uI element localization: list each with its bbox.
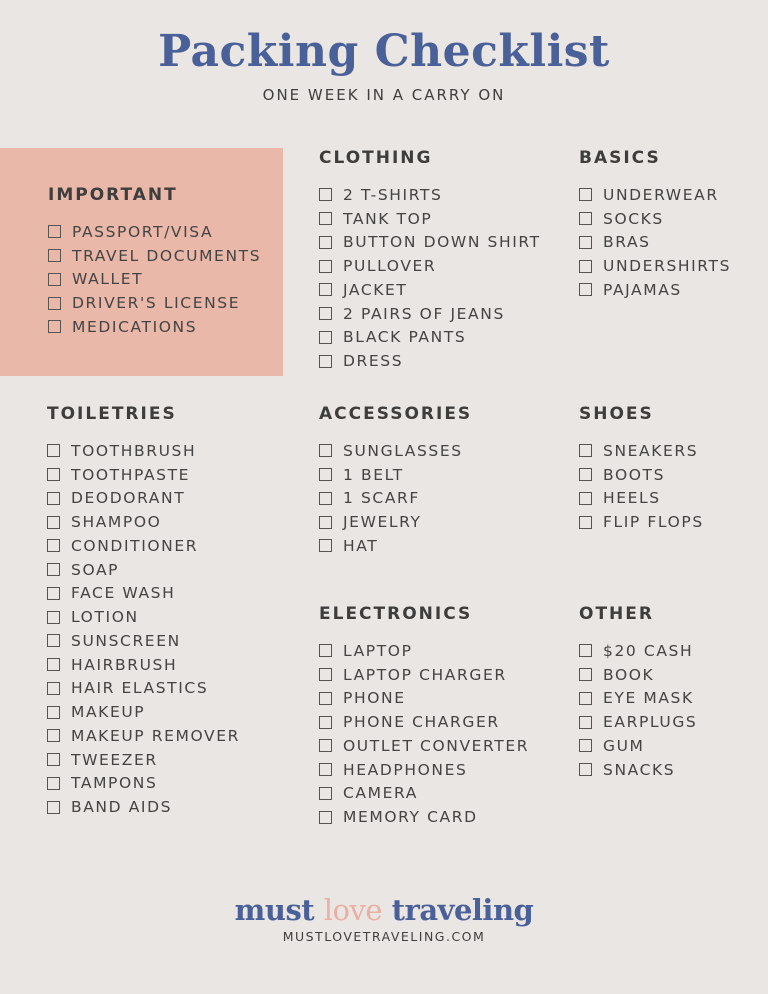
checkbox-icon[interactable] (48, 249, 61, 262)
checklist-item[interactable] (48, 244, 261, 268)
section-title: TOILETRIES (47, 404, 177, 424)
checklist (579, 439, 704, 534)
checklist-item[interactable] (319, 278, 541, 302)
checklist-item-label: BAND AIDS (71, 798, 173, 817)
checklist-item-label: SNACKS (603, 760, 676, 779)
checklist-item-label: HAIR ELASTICS (71, 679, 209, 698)
checklist-item-label: MAKEUP REMOVER (71, 726, 240, 745)
checkbox-icon[interactable] (319, 283, 332, 296)
brand-logo (0, 893, 768, 927)
checkbox-icon[interactable] (319, 539, 332, 552)
checkbox-icon[interactable] (319, 331, 332, 344)
checklist-item-label: SHAMPOO (71, 513, 162, 532)
section-title: OTHER (579, 604, 654, 624)
checklist-item[interactable] (48, 268, 261, 292)
checkbox-icon[interactable] (319, 212, 332, 225)
checklist-item-label: MEMORY CARD (343, 808, 478, 827)
checkbox-icon[interactable] (579, 212, 592, 225)
checkbox-icon[interactable] (47, 801, 60, 814)
checkbox-icon[interactable] (47, 658, 60, 671)
page-subtitle: ONE WEEK IN A CARRY ON (262, 86, 506, 104)
checklist-item-label: TOOTHBRUSH (71, 441, 197, 460)
checkbox-icon[interactable] (579, 644, 592, 657)
checklist-item[interactable] (319, 207, 541, 231)
checklist-item[interactable] (579, 663, 697, 687)
checklist-item-label: BOOTS (603, 465, 666, 484)
checklist-item[interactable] (47, 653, 240, 677)
checklist-item[interactable] (47, 700, 240, 724)
checkbox-icon[interactable] (579, 236, 592, 249)
brand-word-traveling: traveling (382, 893, 534, 927)
checklist (48, 220, 261, 339)
checklist-item-label: SOCKS (603, 209, 664, 228)
checklist-item-label: PASSPORT/VISA (72, 222, 214, 241)
checklist-item[interactable] (319, 463, 472, 487)
checklist-item[interactable] (319, 349, 541, 373)
checklist-item[interactable] (319, 687, 529, 711)
checklist-item[interactable] (47, 510, 240, 534)
checklist-item-label: CAMERA (343, 784, 418, 803)
checkbox-icon[interactable] (48, 225, 61, 238)
checkbox-icon[interactable] (579, 492, 592, 505)
checklist-item-label: TOOTHPASTE (71, 465, 191, 484)
checklist-item-label: 2 T-SHIRTS (343, 185, 443, 204)
section-important (48, 185, 261, 339)
checklist-item[interactable] (47, 487, 240, 511)
checkbox-icon[interactable] (319, 668, 332, 681)
checklist-item-label: 1 BELT (343, 465, 404, 484)
checklist-item[interactable] (319, 639, 529, 663)
checklist-item-label: TAMPONS (71, 774, 158, 793)
checklist-item[interactable] (579, 710, 697, 734)
checkbox-icon[interactable] (47, 611, 60, 624)
checklist-item[interactable] (319, 183, 541, 207)
section-basics (579, 148, 731, 302)
checkbox-icon[interactable] (47, 753, 60, 766)
checklist-item[interactable] (319, 782, 529, 806)
checklist-item-label: PHONE CHARGER (343, 713, 500, 732)
checkbox-icon[interactable] (47, 468, 60, 481)
checkbox-icon[interactable] (319, 355, 332, 368)
checklist-item[interactable] (47, 558, 240, 582)
checkbox-icon[interactable] (319, 692, 332, 705)
checklist-item-label: UNDERWEAR (603, 185, 719, 204)
checkbox-icon[interactable] (47, 777, 60, 790)
checklist-item-label: HAIRBRUSH (71, 655, 178, 674)
brand-word-love: love (323, 893, 383, 927)
checklist-item-label: JEWELRY (343, 513, 422, 532)
section-other (579, 604, 697, 782)
checklist-item-label: OUTLET CONVERTER (343, 736, 530, 755)
checkbox-icon[interactable] (47, 539, 60, 552)
section-accessories (319, 404, 472, 558)
checklist-item-label: BOOK (603, 665, 655, 684)
checkbox-icon[interactable] (319, 763, 332, 776)
checklist-item[interactable] (47, 605, 240, 629)
section-title: ELECTRONICS (319, 604, 473, 624)
checkbox-icon[interactable] (48, 297, 61, 310)
checklist-item[interactable] (47, 724, 240, 748)
checklist-item-label: SNEAKERS (603, 441, 699, 460)
checkbox-icon[interactable] (319, 811, 332, 824)
checklist-item-label: FACE WASH (71, 584, 176, 603)
checklist-item-label: BRAS (603, 233, 651, 252)
checkbox-icon[interactable] (47, 516, 60, 529)
checklist-item-label: DRESS (343, 352, 404, 371)
brand-url: MUSTLOVETRAVELING.COM (282, 929, 486, 944)
checklist-item-label: PAJAMAS (603, 280, 682, 299)
section-clothing (319, 148, 541, 373)
checklist-item-label: HEADPHONES (343, 760, 468, 779)
checklist-item[interactable] (579, 510, 704, 534)
checklist-item[interactable] (319, 439, 472, 463)
checklist-item[interactable] (47, 748, 240, 772)
checklist-item[interactable] (579, 254, 731, 278)
checkbox-icon[interactable] (579, 260, 592, 273)
checklist-item-label: LOTION (71, 608, 139, 627)
checkbox-icon[interactable] (579, 692, 592, 705)
checkbox-icon[interactable] (319, 307, 332, 320)
checklist-item-label: TRAVEL DOCUMENTS (72, 246, 262, 265)
checkbox-icon[interactable] (579, 444, 592, 457)
checklist (319, 639, 529, 829)
checklist-item[interactable] (319, 231, 541, 255)
checkbox-icon[interactable] (319, 468, 332, 481)
section-toiletries (47, 404, 240, 819)
checklist-item[interactable] (319, 487, 472, 511)
checklist-item[interactable] (47, 582, 240, 606)
checkbox-icon[interactable] (47, 587, 60, 600)
checklist-item-label: BUTTON DOWN SHIRT (343, 233, 541, 252)
checkbox-icon[interactable] (47, 444, 60, 457)
checklist-item-label: CONDITIONER (71, 536, 199, 555)
checkbox-icon[interactable] (579, 283, 592, 296)
checkbox-icon[interactable] (319, 787, 332, 800)
checklist-item[interactable] (47, 677, 240, 701)
checklist-item-label: GUM (603, 736, 645, 755)
checklist-item[interactable] (319, 510, 472, 534)
checklist-item[interactable] (319, 758, 529, 782)
checkbox-icon[interactable] (579, 716, 592, 729)
checklist-item-label: TANK TOP (343, 209, 433, 228)
checklist-item-label: SOAP (71, 560, 120, 579)
checklist-item[interactable] (579, 687, 697, 711)
checkbox-icon[interactable] (319, 188, 332, 201)
checklist-item[interactable] (579, 439, 704, 463)
checklist-item-label: JACKET (343, 280, 408, 299)
checklist-item-label: SUNSCREEN (71, 631, 181, 650)
checklist-item[interactable] (579, 758, 697, 782)
checklist-item-label: DRIVER'S LICENSE (72, 294, 241, 313)
checklist-item[interactable] (319, 254, 541, 278)
checklist-item-label: PHONE (343, 689, 406, 708)
checklist-item[interactable] (47, 534, 240, 558)
checklist-item-label: EYE MASK (603, 689, 694, 708)
checklist-item[interactable] (579, 278, 731, 302)
checklist-item-label: HAT (343, 536, 379, 555)
page-title: Packing Checklist (158, 26, 610, 77)
section-shoes (579, 404, 704, 534)
checklist (319, 439, 472, 558)
checkbox-icon[interactable] (579, 763, 592, 776)
checklist-item-label: BLACK PANTS (343, 328, 467, 347)
checklist (579, 183, 731, 302)
checklist-item[interactable] (319, 734, 529, 758)
checklist-item[interactable] (579, 487, 704, 511)
section-electronics (319, 604, 529, 829)
checklist-item-label: UNDERSHIRTS (603, 257, 732, 276)
checklist-item[interactable] (47, 629, 240, 653)
checkbox-icon[interactable] (47, 729, 60, 742)
checklist-item[interactable] (48, 291, 261, 315)
checkbox-icon[interactable] (319, 716, 332, 729)
checklist-item[interactable] (579, 463, 704, 487)
checkbox-icon[interactable] (48, 273, 61, 286)
section-title: IMPORTANT (48, 185, 178, 205)
checklist-item-label: $20 CASH (603, 641, 694, 660)
checkbox-icon[interactable] (319, 260, 332, 273)
checklist-item[interactable] (579, 207, 731, 231)
checklist-item[interactable] (579, 734, 697, 758)
checklist-item-label: WALLET (72, 270, 144, 289)
checklist-item[interactable] (579, 639, 697, 663)
checklist-item-label: LAPTOP CHARGER (343, 665, 507, 684)
section-title: SHOES (579, 404, 654, 424)
checkbox-icon[interactable] (579, 739, 592, 752)
brand-word-must: must (234, 893, 324, 927)
checkbox-icon[interactable] (319, 644, 332, 657)
checklist-item[interactable] (48, 220, 261, 244)
checkbox-icon[interactable] (579, 188, 592, 201)
checklist-item-label: 2 PAIRS OF JEANS (343, 304, 505, 323)
checklist-item-label: MAKEUP (71, 703, 146, 722)
checklist-item-label: PULLOVER (343, 257, 437, 276)
checklist-item-label: EARPLUGS (603, 713, 698, 732)
checkbox-icon[interactable] (319, 492, 332, 505)
checklist-item[interactable] (579, 231, 731, 255)
checklist-item-label: 1 SCARF (343, 489, 420, 508)
checkbox-icon[interactable] (47, 634, 60, 647)
checklist-item[interactable] (47, 463, 240, 487)
checklist (319, 183, 541, 373)
checkbox-icon[interactable] (579, 668, 592, 681)
checkbox-icon[interactable] (47, 492, 60, 505)
checklist-item-label: TWEEZER (71, 750, 158, 769)
checkbox-icon[interactable] (47, 706, 60, 719)
checkbox-icon[interactable] (47, 563, 60, 576)
checklist-item[interactable] (579, 183, 731, 207)
checklist-item[interactable] (319, 302, 541, 326)
checkbox-icon[interactable] (319, 739, 332, 752)
checklist-item-label: MEDICATIONS (72, 317, 198, 336)
checklist-item[interactable] (48, 315, 261, 339)
checkbox-icon[interactable] (319, 516, 332, 529)
checkbox-icon[interactable] (319, 236, 332, 249)
checklist-item[interactable] (319, 326, 541, 350)
checklist-item[interactable] (47, 772, 240, 796)
checklist-item-label: HEELS (603, 489, 661, 508)
checkbox-icon[interactable] (579, 468, 592, 481)
checklist-item-label: SUNGLASSES (343, 441, 463, 460)
section-title: CLOTHING (319, 148, 433, 168)
checklist (47, 439, 240, 819)
checklist-item-label: DEODORANT (71, 489, 186, 508)
section-title: BASICS (579, 148, 661, 168)
checkbox-icon[interactable] (319, 444, 332, 457)
checklist-item[interactable] (47, 795, 240, 819)
checkbox-icon[interactable] (47, 682, 60, 695)
checklist-item-label: LAPTOP (343, 641, 413, 660)
section-title: ACCESSORIES (319, 404, 473, 424)
checklist-item[interactable] (319, 534, 472, 558)
checkbox-icon[interactable] (48, 320, 61, 333)
checklist-item[interactable] (47, 439, 240, 463)
checklist-item[interactable] (319, 805, 529, 829)
checklist-item[interactable] (319, 710, 529, 734)
checklist-item[interactable] (319, 663, 529, 687)
checklist-item-label: FLIP FLOPS (603, 513, 704, 532)
checkbox-icon[interactable] (579, 516, 592, 529)
checklist (579, 639, 697, 782)
